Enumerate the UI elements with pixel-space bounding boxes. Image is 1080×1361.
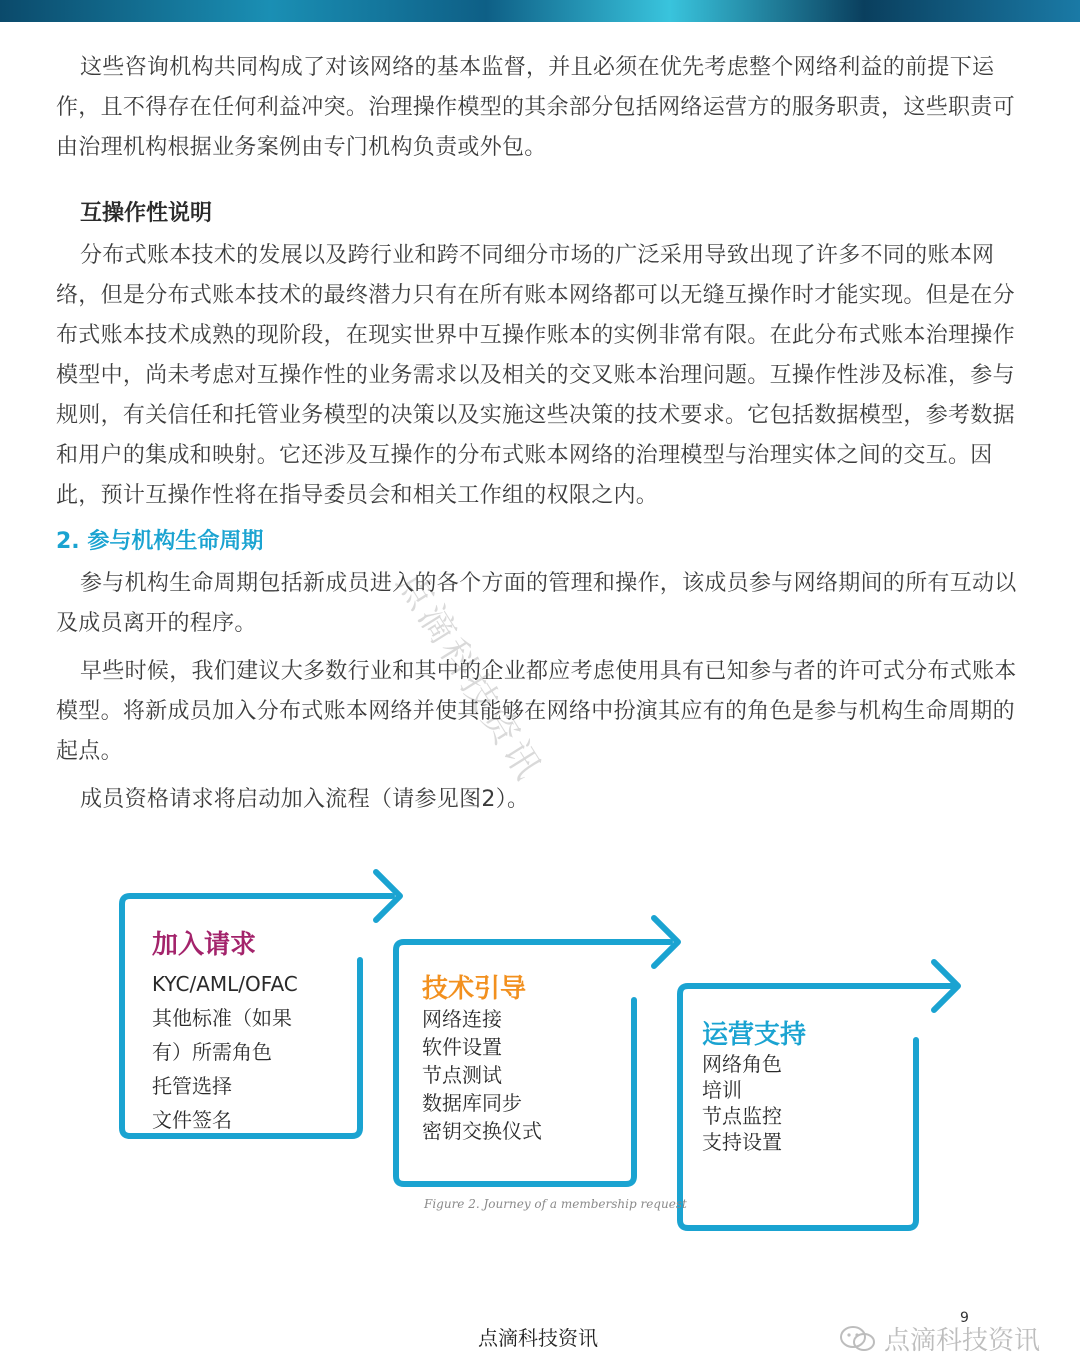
box-item: 培训 [702,1078,742,1102]
box-item: 托管选择 [152,1074,232,1098]
figure-caption: Figure 2. Journey of a membership request [424,1197,687,1211]
watermark-text: 点滴科技资讯 [388,564,551,790]
box-operations-support [702,1014,806,1155]
top-banner-image [0,0,1080,22]
section-heading-lifecycle: 2. 参与机构生命周期 [56,529,264,554]
footer-brand [838,1320,1040,1357]
box-item: 支持设置 [702,1130,782,1154]
box-join-request [152,924,298,1137]
box-title-tech-onboarding: 技术引导 [422,974,527,1004]
box-item: 节点测试 [422,1063,502,1087]
heading-interoperability: 互操作性说明 [80,201,213,226]
box-item: 网络连接 [422,1007,502,1031]
footer-brand-text: 点滴科技资讯 [884,1326,1041,1356]
box-item: 节点监控 [702,1104,782,1128]
box-item: KYC/AML/OFAC [152,972,298,996]
box-item: 密钥交换仪式 [422,1119,542,1143]
page-number: 9 [960,1310,969,1326]
box-item: 文件签名 [152,1108,232,1132]
box-title-join-request: 加入请求 [152,930,257,960]
paragraph-lifecycle: 参与机构生命周期包括新成员进入的各个方面的管理和操作，该成员参与网络期间的所有互动以及成员离开的程序。 [56,571,1017,636]
wechat-icon [838,1324,878,1354]
footer-center-text: 点滴科技资讯 [478,1326,598,1350]
paragraph-permissioned: 早些时候，我们建议大多数行业和其中的企业都应考虑使用具有已知参与者的许可式分布式账本模型。将新成员加入分布式账本网络并使其能够在网络中扮演其应有的角色是参与机构生命周期的起点。 [56,659,1017,764]
box-item: 软件设置 [422,1035,502,1059]
box1-arrowhead [376,872,400,920]
box-item: 其他标准（如果 [152,1006,292,1030]
box-item: 网络角色 [702,1052,782,1076]
box2-arrowhead [654,918,678,966]
paragraph-membership-request: 成员资格请求将启动加入流程（请参见图2）。 [80,787,530,812]
box-title-operations-support: 运营支持 [702,1020,807,1050]
box-tech-onboarding [422,968,542,1145]
paragraph-interoperability: 分布式账本技术的发展以及跨行业和跨不同细分市场的广泛采用导致出现了许多不同的账本网络，但是分布式账本技术的最终潜力只有在所有账本网络都可以无缝互操作时才能实现。但是在分布式账本技术成熟的现阶段，在现实世界中互操作账本的实例非常有限。在此分布式账本治理操作模型中，尚未考虑对互操作性的业务需求以及相关的交叉账本治理问题。互操作性涉及标准，参与规则，有关信任和托管业务模型的决策以及实施这些决策的技术要求。它包括数据模型，参考数据和用户的集成和映射。它还涉及互操作的分布式账本网络的治理模型与治理实体之间的交互。因此，预计互操作性将在指导委员会和相关工作组的权限之内。 [56,243,1015,508]
box3-arrowhead [934,962,958,1010]
box-item: 有）所需角色 [152,1040,272,1064]
box-item: 数据库同步 [422,1091,522,1115]
paragraph-advisory: 这些咨询机构共同构成了对该网络的基本监督，并且必须在优先考虑整个网络利益的前提下运作，且不得存在任何利益冲突。治理操作模型的其余部分包括网络运营方的服务职责，这些职责可由治理机构根据业务案例由专门机构负责或外包。 [56,55,1015,160]
